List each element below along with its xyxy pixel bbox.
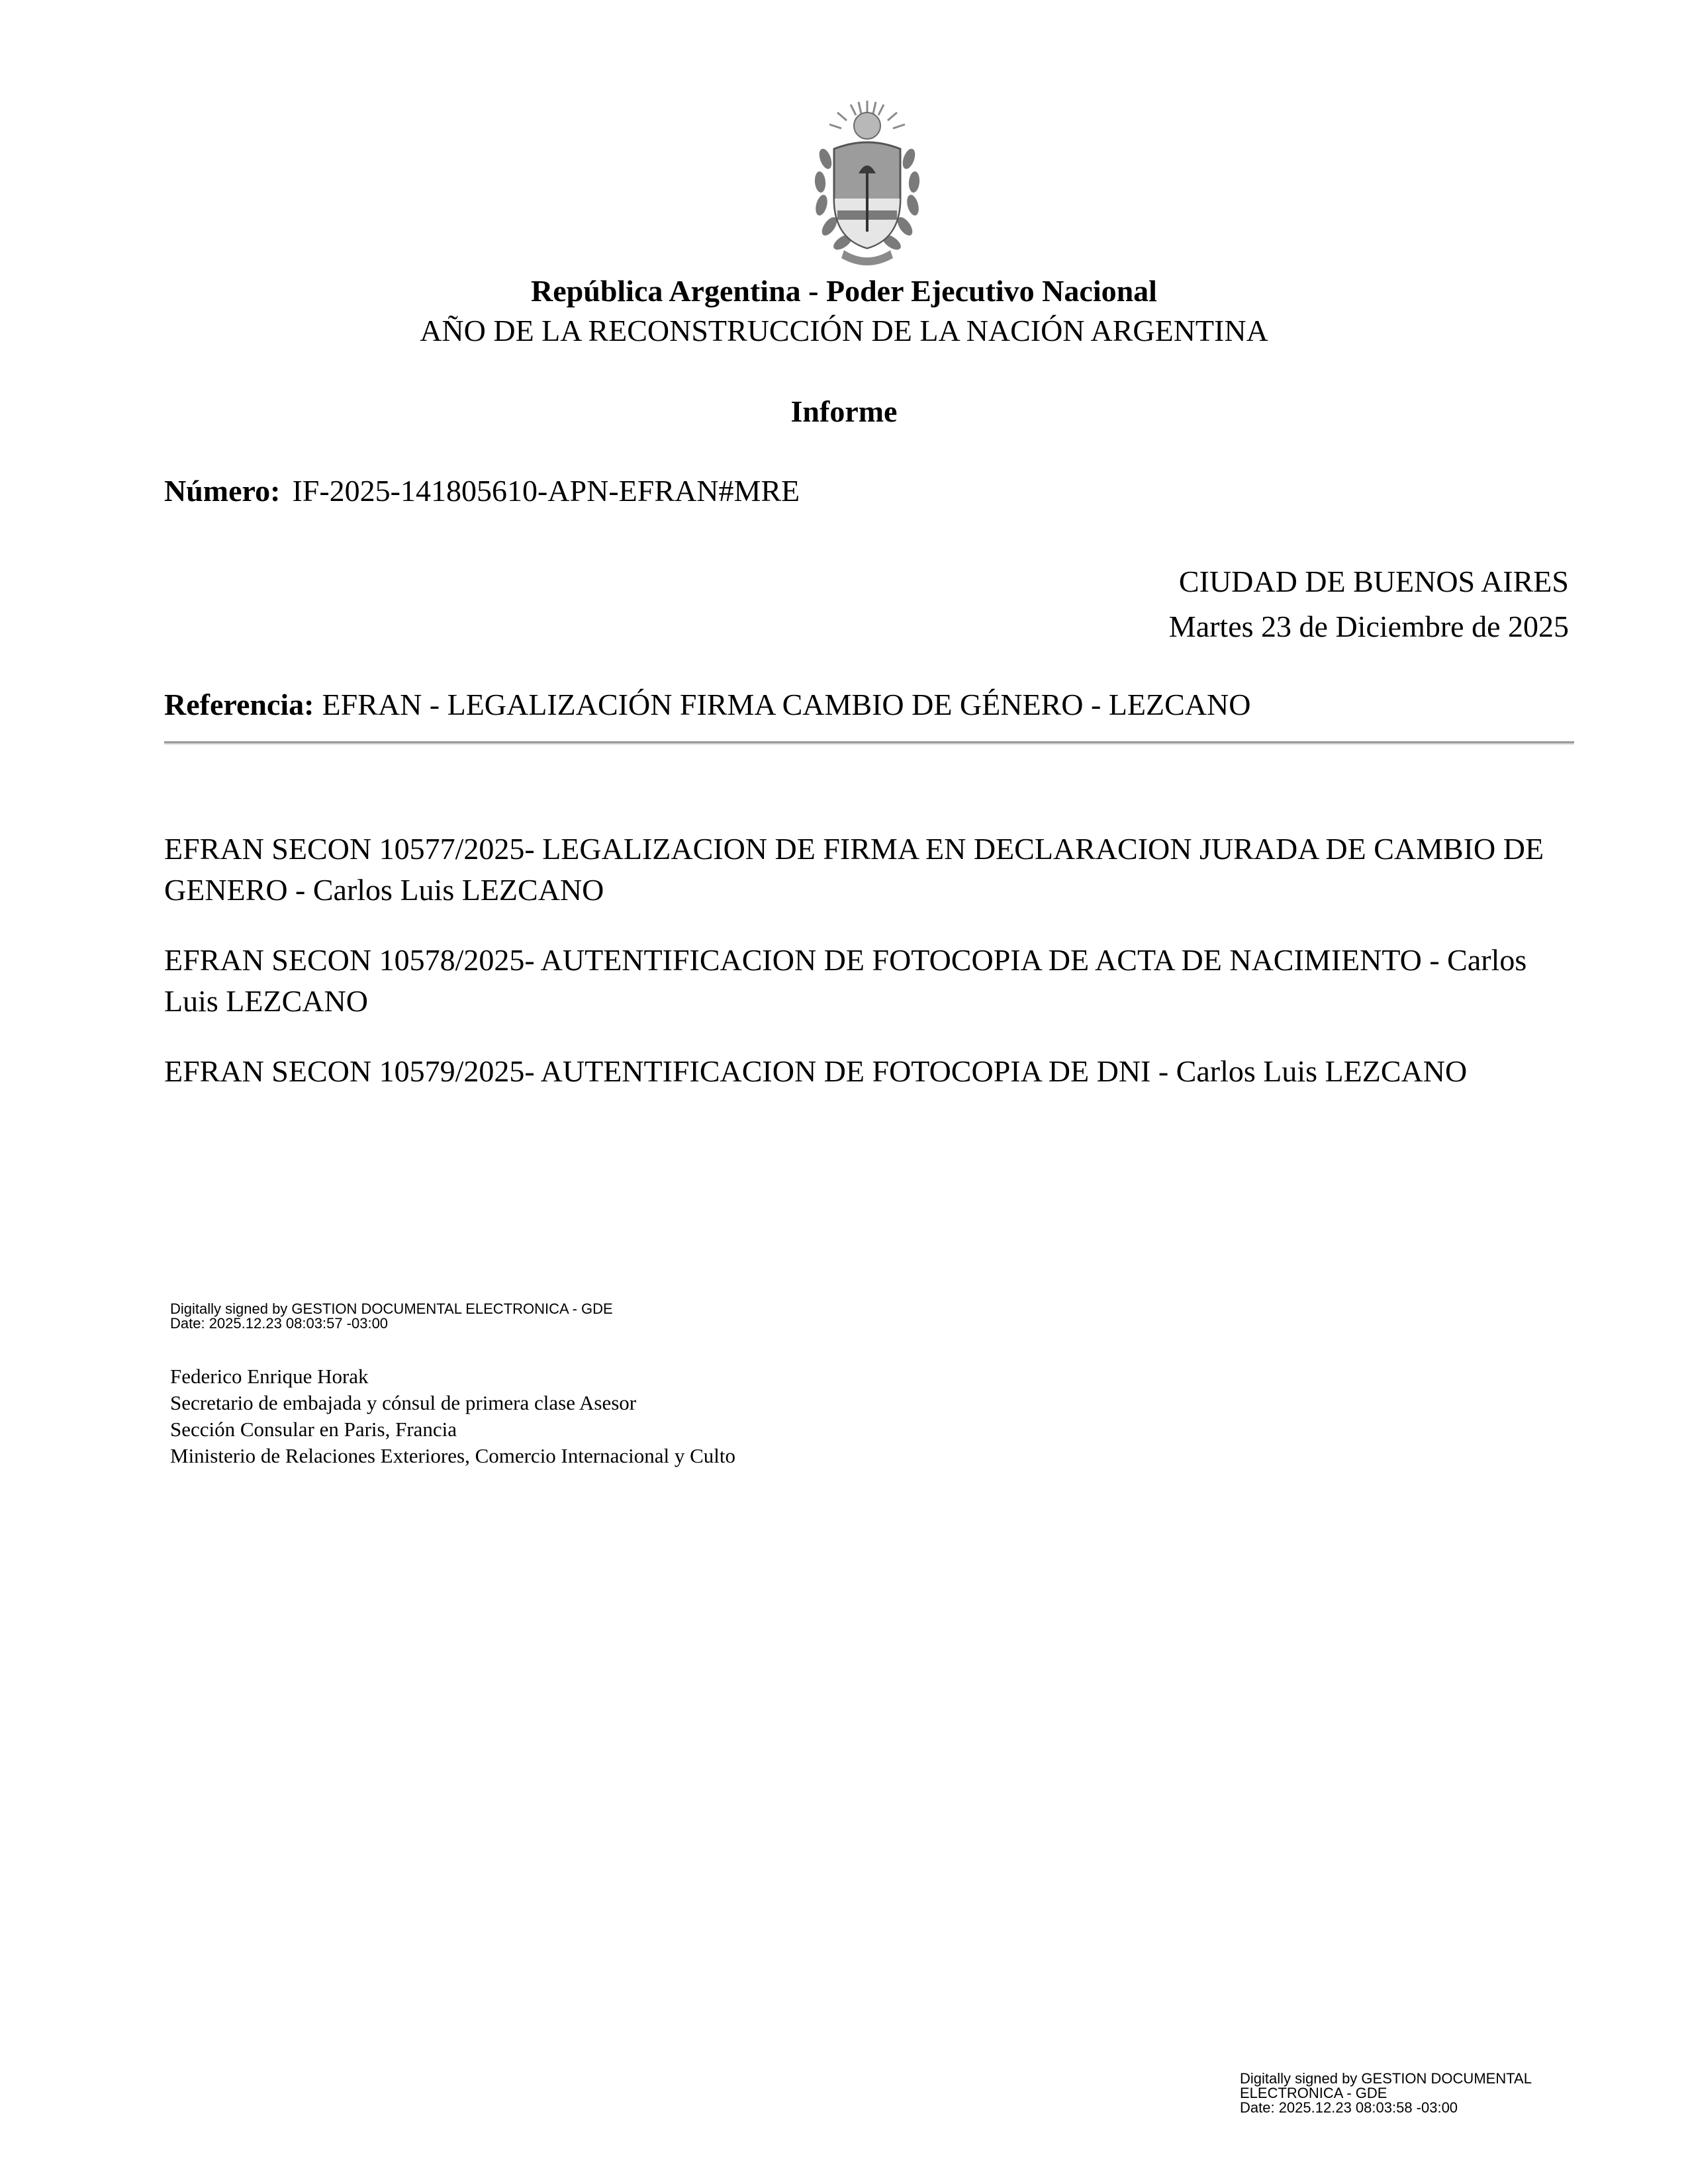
body-item: EFRAN SECON 10577/2025- LEGALIZACION DE FIRMA EN DECLARACION JURADA DE CAMBIO DE GENERO - Carlos Luis LEZCANO <box>164 832 1544 907</box>
document-date: Martes 23 de Diciembre de 2025 <box>1168 610 1569 643</box>
reference-value: EFRAN - LEGALIZACIÓN FIRMA CAMBIO DE GÉNERO - LEZCANO <box>322 688 1251 721</box>
signer-position: Secretario de embajada y cónsul de primera clase Asesor <box>170 1391 637 1414</box>
signer-office: Sección Consular en Paris, Francia <box>170 1418 457 1441</box>
signature-stamp-date: Date: 2025.12.23 08:03:57 -03:00 <box>170 1315 389 1332</box>
signature-stamp-line: Digitally signed by GESTION DOCUMENTAL <box>1240 2070 1532 2087</box>
document-type: Informe <box>790 394 898 428</box>
signer-block <box>170 1363 735 1469</box>
document-body <box>164 829 1577 1121</box>
header-year-motto: AÑO DE LA RECONSTRUCCIÓN DE LA NACIÓN ARGENTINA <box>420 314 1268 347</box>
body-item: EFRAN SECON 10579/2025- AUTENTIFICACION DE FOTOCOPIA DE DNI - Carlos Luis LEZCANO <box>164 1054 1468 1088</box>
document-city: CIUDAD DE BUENOS AIRES <box>1178 565 1569 598</box>
document-reference <box>164 685 1250 725</box>
signer-name: Federico Enrique Horak <box>170 1365 369 1388</box>
signer-ministry: Ministerio de Relaciones Exteriores, Comercio Internacional y Culto <box>170 1444 735 1467</box>
signature-stamp-line: ELECTRONICA - GDE <box>1240 2085 1387 2101</box>
document-number-value: IF-2025-141805610-APN-EFRAN#MRE <box>292 474 800 508</box>
argentina-coat-of-arms-icon <box>811 99 923 271</box>
reference-label: Referencia: <box>164 688 314 721</box>
header-divider <box>164 741 1574 745</box>
signature-stamp-date: Date: 2025.12.23 08:03:58 -03:00 <box>1240 2099 1458 2116</box>
place-date-block <box>1169 559 1569 649</box>
document-number <box>164 471 800 511</box>
body-item: EFRAN SECON 10578/2025- AUTENTIFICACION DE FOTOCOPIA DE ACTA DE NACIMIENTO - Carlos Luis LEZCANO <box>164 943 1527 1018</box>
document-number-label: Número: <box>164 474 281 508</box>
digital-signature-stamp-footer <box>1240 2071 1532 2115</box>
signature-stamp-line: Digitally signed by GESTION DOCUMENTAL ELECTRONICA - GDE <box>170 1300 613 1317</box>
digital-signature-stamp <box>170 1302 613 1331</box>
header-title: República Argentina - Poder Ejecutivo Nacional <box>531 274 1157 308</box>
